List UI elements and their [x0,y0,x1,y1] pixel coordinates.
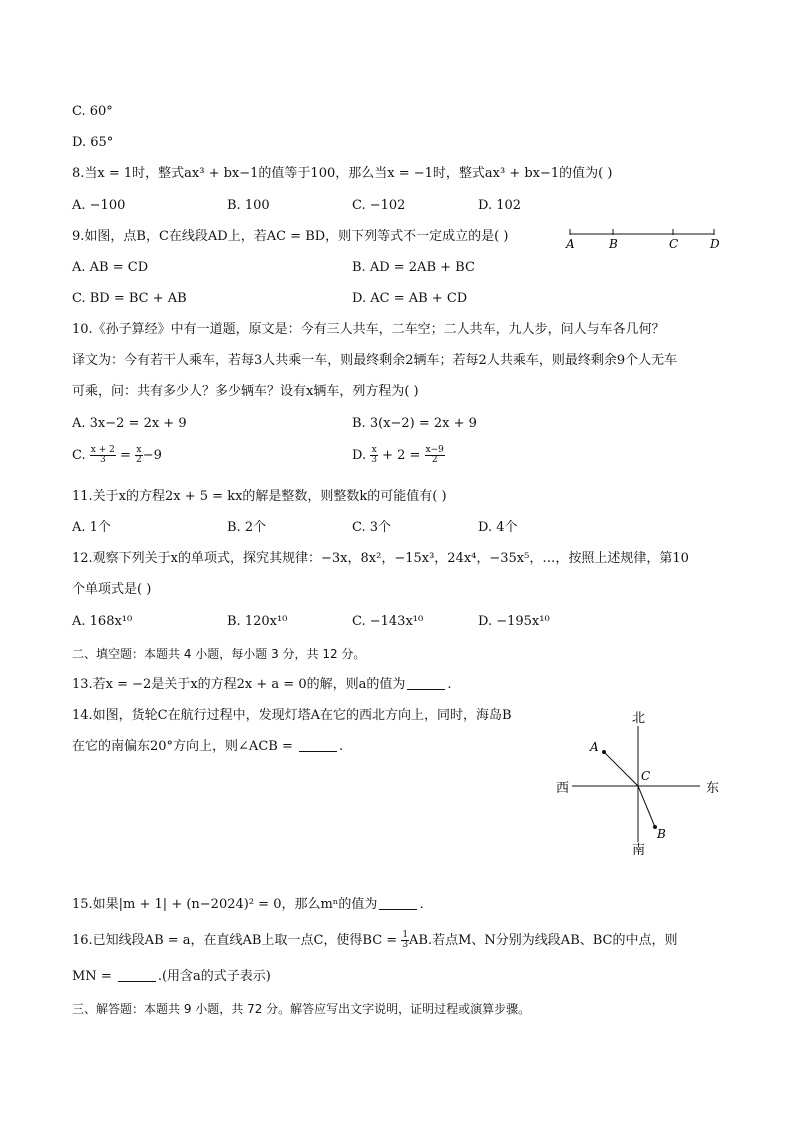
q14-point-c-label: C [641,769,651,783]
q10-d-frac2-den: 2 [431,455,438,465]
q9-option-a: A. AB = CD [72,260,149,275]
q12-option-c: C. −143x¹⁰ [352,614,424,629]
q14-west-label: 西 [556,781,570,796]
q7-option-d: D. 65° [72,135,114,150]
q10-c-tail: −9 [142,448,162,463]
q13-text: 13.若x = −2是关于x的方程2x + a = 0的解，则a的值为 [72,677,406,692]
q16-answer-blank[interactable] [118,969,156,982]
q10-line2: 译文为：今有若干人乘车，若每3人共乘一车，则最终剩余2辆车；若每2人共乘车，则最终剩余9个人无车 [72,353,678,368]
q14-north-label: 北 [632,711,646,726]
q11-option-c: C. 3个 [352,520,392,535]
q9-label-d: D [710,237,720,251]
q10-line3: 可乘，问：共有多少人？多少辆车？设有x辆车，列方程为( ) [72,384,419,399]
q9-option-c: C. BD = BC + AB [72,291,187,306]
q10-c-frac1-den: 3 [99,455,106,465]
q15-answer-blank[interactable] [379,897,417,910]
q16-line2 [72,968,271,986]
q8-option-d: D. 102 [478,198,522,213]
q16-line1 [72,931,678,950]
q10-option-d [352,446,445,465]
q16-text-pre: 16.已知线段AB = a，在直线AB上取一点C，使得BC = [72,933,402,948]
q12-line1: 12.观察下列关于x的单项式，探究其规律：−3x，8x²，−15x³，24x⁴，−35x⁵，…，按照上述规律，第10 [72,551,689,566]
q10-c-frac1 [90,446,116,465]
q10-d-frac1 [370,446,378,465]
q8-option-a: A. −100 [72,198,126,213]
q12-option-b: B. 120x¹⁰ [227,614,288,629]
q15-period: . [419,897,424,912]
q9-label-a: A [566,237,575,251]
q10-c-frac1-num: x + 2 [90,445,115,455]
q14-line2-text: 在它的南偏东20°方向上，则∠ACB = [72,739,297,754]
section2-heading: 二、填空题：本题共 4 小题，每小题 3 分，共 12 分。 [72,647,366,661]
q13-stem [72,676,452,694]
q14-east-label: 东 [706,781,720,796]
q15-stem [72,896,424,914]
q10-d-mid: + 2 = [377,448,425,463]
q10-c-eq: = [115,448,136,463]
q10-option-b: B. 3(x−2) = 2x + 9 [352,416,477,431]
q8-stem: 8.当x = 1时，整式ax³ + bx−1的值等于100，那么当x = −1时，整式ax³ + bx−1的值为( ) [72,166,613,181]
section3-heading: 三、解答题：本题共 9 小题，共 72 分。解答应写出文字说明，证明过程或演算步骤。 [72,1002,531,1016]
q7-option-c: C. 60° [72,104,113,119]
q11-stem: 11.关于x的方程2x + 5 = kx的解是整数，则整数k的可能值有( ) [72,489,447,504]
q11-option-d: D. 4个 [478,520,518,535]
q10-option-d-letter: D. [352,448,367,463]
q10-line1: 10.《孙子算经》中有一道题，原文是：今有三人共车，二车空；二人共车，九人步，问人与车各几何？ [72,322,665,337]
q8-option-b: B. 100 [227,198,270,213]
q12-option-a: A. 168x¹⁰ [72,614,133,629]
q9-segment-figure [562,226,728,252]
q11-option-a: A. 1个 [72,520,111,535]
q10-c-frac2 [135,446,143,465]
q13-period: . [447,677,452,692]
q10-d-frac2 [425,446,445,465]
q8-option-c: C. −102 [352,198,406,213]
q14-line2 [72,738,343,756]
q12-option-d: D. −195x¹⁰ [478,614,550,629]
q14-south-label: 南 [632,843,646,858]
q14-period: . [338,739,344,754]
q16-text-post: AB.若点M、N分别为线段AB、BC的中点，则 [409,933,678,948]
q14-point-b-label: B [657,827,666,841]
q10-d-frac1-num: x [371,445,377,455]
q16-fraction [401,931,409,950]
q16-frac-den: 3 [402,940,409,950]
q14-answer-blank[interactable] [299,739,337,752]
q10-option-c-letter: C. [72,448,86,463]
q10-option-a: A. 3x−2 = 2x + 9 [72,416,187,431]
q10-c-frac2-num: x [136,445,142,455]
q16-line2-text: MN = [72,969,116,984]
q9-option-d: D. AC = AB + CD [352,291,468,306]
q14-line1: 14.如图，货轮C在航行过程中，发现灯塔A在它的西北方向上，同时，海岛B [72,708,512,723]
q14-point-a-label: A [590,740,599,754]
q14-compass-figure [550,704,730,860]
q10-c-frac2-den: 2 [136,455,142,465]
q9-label-c: C [669,237,679,251]
q9-stem: 9.如图，点B，C在线段AD上，若AC = BD，则下列等式不一定成立的是( ) [72,229,509,244]
q12-line2: 个单项式是( ) [72,582,152,597]
q13-answer-blank[interactable] [407,677,445,690]
q9-label-b: B [609,237,618,251]
q9-option-b: B. AD = 2AB + BC [352,260,475,275]
q16-frac-num: 1 [402,930,409,940]
q10-d-frac2-num: x−9 [425,445,444,455]
q16-line2-tail: .(用含a的式子表示) [157,969,271,984]
q11-option-b: B. 2个 [227,520,267,535]
q10-d-frac1-den: 3 [371,455,377,465]
q15-text: 15.如果|m + 1| + (n−2024)² = 0，那么mⁿ的值为 [72,897,378,912]
q10-option-c [72,446,162,465]
